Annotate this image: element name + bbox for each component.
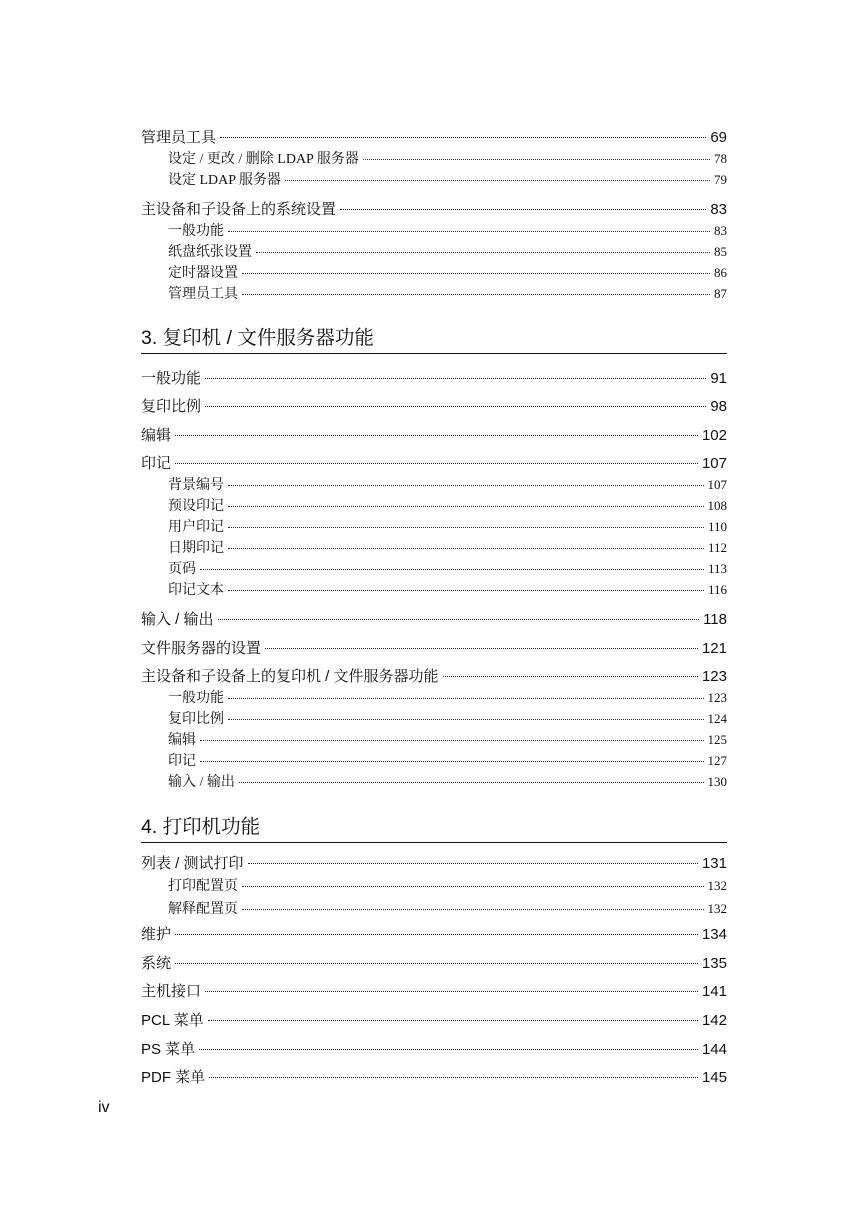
toc-subentry[interactable]	[141, 729, 727, 750]
toc-subentry[interactable]	[141, 220, 727, 241]
toc-entry-page: 91	[710, 370, 727, 387]
toc-section	[141, 396, 727, 417]
toc-entry[interactable]	[141, 638, 727, 659]
toc-entry-page: 102	[701, 427, 727, 444]
toc-subentry-page: 83	[714, 223, 727, 238]
toc-entry-page: 123	[701, 668, 727, 685]
toc-subentry[interactable]	[141, 241, 727, 262]
chapter-heading[interactable]: 4. 打印机功能	[141, 812, 727, 843]
toc-entry-title: 输入 / 输出	[141, 611, 214, 628]
toc-leader-dots	[200, 740, 704, 741]
toc-entry[interactable]	[141, 453, 727, 474]
toc-subentry-title: 背景编号	[168, 478, 224, 493]
toc-leader-dots	[220, 137, 706, 138]
toc-subentry-title: 预设印记	[168, 499, 224, 514]
toc-entry-title: 文件服务器的设置	[141, 640, 262, 657]
toc-subentry-title: 印记文本	[168, 583, 224, 598]
toc-subentry-title: 一般功能	[168, 691, 224, 706]
toc-subentry[interactable]	[141, 897, 727, 920]
toc-leader-dots	[228, 527, 704, 528]
toc-section	[141, 127, 727, 190]
toc-section	[141, 1067, 727, 1088]
toc-entry[interactable]	[141, 396, 727, 417]
toc-leader-dots	[175, 463, 698, 464]
toc-subentry-title: 页码	[168, 562, 196, 577]
toc-entry[interactable]	[141, 425, 727, 446]
toc-leader-dots	[205, 406, 706, 407]
toc-entry[interactable]	[141, 199, 727, 220]
toc-entry-title: 复印比例	[141, 398, 202, 415]
toc-subentry-page: 127	[707, 753, 727, 768]
toc-subentry-page: 79	[714, 172, 727, 187]
toc-subentry-title: 复印比例	[168, 712, 224, 727]
toc-section	[141, 1010, 727, 1031]
toc-subentry[interactable]	[141, 283, 727, 304]
toc-leader-dots	[200, 569, 704, 570]
toc-subentry[interactable]	[141, 495, 727, 516]
toc-leader-dots	[239, 782, 704, 783]
toc-entry-title: 管理员工具	[141, 129, 217, 146]
toc-subentry-page: 132	[707, 878, 727, 893]
toc-leader-dots	[175, 963, 698, 964]
toc-leader-dots	[200, 761, 704, 762]
toc-leader-dots	[340, 209, 706, 210]
toc-section	[141, 981, 727, 1002]
toc-leader-dots	[175, 934, 698, 935]
toc-section	[141, 638, 727, 659]
toc-leader-dots	[228, 548, 704, 549]
toc-section	[141, 425, 727, 446]
toc-entry[interactable]	[141, 1039, 727, 1060]
toc-leader-dots	[209, 1077, 698, 1078]
toc-entry[interactable]	[141, 368, 727, 389]
toc-entry-page: 134	[701, 926, 727, 943]
toc-leader-dots	[205, 991, 698, 992]
toc-entry-title: PS 菜单	[141, 1041, 196, 1058]
toc-subentry-title: 定时器设置	[168, 266, 238, 281]
toc-entry-title: PDF 菜单	[141, 1069, 206, 1086]
toc-leader-dots	[228, 590, 704, 591]
toc-entry-page: 141	[701, 983, 727, 1000]
toc-subentry-title: 设定 / 更改 / 删除 LDAP 服务器	[168, 152, 359, 167]
toc-entry-page: 107	[701, 455, 727, 472]
toc-subentry-title: 编辑	[168, 733, 196, 748]
toc-entry-page: 144	[701, 1041, 727, 1058]
toc-subentry-title: 管理员工具	[168, 287, 238, 302]
toc-leader-dots	[285, 180, 710, 181]
toc-entry[interactable]	[141, 666, 727, 687]
toc-subentry-title: 输入 / 输出	[168, 775, 235, 790]
toc-subentry[interactable]	[141, 708, 727, 729]
toc-leader-dots	[248, 863, 698, 864]
toc-subentry[interactable]	[141, 771, 727, 792]
toc-entry-page: 131	[701, 855, 727, 872]
toc-section	[141, 853, 727, 920]
toc-leader-dots	[256, 252, 710, 253]
toc-entry[interactable]	[141, 127, 727, 148]
toc-subentry[interactable]	[141, 579, 727, 600]
footer-page-number: iv	[98, 1099, 110, 1116]
toc-subentry-title: 日期印记	[168, 541, 224, 556]
toc-subentry-page: 125	[707, 732, 727, 747]
toc-subentry-page: 130	[707, 774, 727, 789]
toc-subentry[interactable]	[141, 750, 727, 771]
toc-subentry[interactable]	[141, 537, 727, 558]
toc-leader-dots	[199, 1049, 698, 1050]
toc-subentry[interactable]	[141, 148, 727, 169]
toc-leader-dots	[228, 698, 704, 699]
toc-subentry-page: 132	[707, 901, 727, 916]
toc-section	[141, 199, 727, 304]
toc-entry-page: 121	[701, 640, 727, 657]
toc-entry[interactable]	[141, 981, 727, 1002]
toc-subentry[interactable]	[141, 169, 727, 190]
toc-subentry[interactable]	[141, 262, 727, 283]
toc-entry[interactable]	[141, 609, 727, 630]
toc-section	[141, 368, 727, 389]
toc-entry[interactable]	[141, 1067, 727, 1088]
toc-subentry-title: 设定 LDAP 服务器	[168, 173, 282, 188]
toc-entry-title: PCL 菜单	[141, 1012, 204, 1029]
toc-subentry-page: 116	[707, 582, 727, 597]
toc-leader-dots	[242, 294, 710, 295]
toc-entry-title: 维护	[141, 926, 172, 943]
toc-entry-page: 142	[701, 1012, 727, 1029]
toc-subentry-page: 87	[714, 286, 727, 301]
toc-leader-dots	[228, 485, 704, 486]
toc-subentry-page: 110	[707, 519, 727, 534]
toc-entry[interactable]	[141, 953, 727, 974]
toc-leader-dots	[242, 886, 704, 887]
toc-subentry[interactable]	[141, 474, 727, 495]
toc-entry-title: 编辑	[141, 427, 172, 444]
toc-leader-dots	[205, 378, 706, 379]
toc-leader-dots	[265, 648, 698, 649]
toc-subentry-page: 113	[707, 561, 727, 576]
toc-subentry-page: 78	[714, 151, 727, 166]
toc-subentry-page: 108	[707, 498, 727, 513]
toc-entry-title: 列表 / 测试打印	[141, 855, 244, 872]
toc-entry-page: 135	[701, 955, 727, 972]
toc-section	[141, 453, 727, 600]
toc-leader-dots	[208, 1020, 698, 1021]
toc-subentry-page: 86	[714, 265, 727, 280]
toc-entry[interactable]	[141, 853, 727, 874]
toc-entry-page: 83	[710, 201, 727, 218]
toc-entry[interactable]	[141, 1010, 727, 1031]
toc-subentry-page: 124	[707, 711, 727, 726]
toc-entry-title: 印记	[141, 455, 172, 472]
toc-leader-dots	[228, 719, 704, 720]
toc-entry-page: 98	[710, 398, 727, 415]
toc-entry-title: 主设备和子设备上的复印机 / 文件服务器功能	[141, 668, 439, 685]
toc-subentry-title: 用户印记	[168, 520, 224, 535]
toc-leader-dots	[218, 619, 700, 620]
toc-entry[interactable]	[141, 924, 727, 945]
toc-section	[141, 666, 727, 792]
toc-entry-page: 69	[710, 129, 727, 146]
toc-entry-page: 118	[703, 611, 727, 628]
toc-subentry[interactable]	[141, 558, 727, 579]
toc-leader-dots	[443, 676, 698, 677]
toc-subentry-page: 112	[707, 540, 727, 555]
toc-entry-title: 主机接口	[141, 983, 202, 1000]
toc-entry-title: 主设备和子设备上的系统设置	[141, 201, 337, 218]
toc-leader-dots	[228, 231, 710, 232]
toc-subentry-page: 85	[714, 244, 727, 259]
toc-subentry-title: 一般功能	[168, 224, 224, 239]
toc-subentry[interactable]	[141, 874, 727, 897]
toc-subentry-title: 打印配置页	[168, 879, 238, 894]
toc-subentry-page: 107	[707, 477, 727, 492]
toc-leader-dots	[242, 909, 704, 910]
toc-leader-dots	[363, 159, 710, 160]
toc-leader-dots	[228, 506, 704, 507]
toc-entry-title: 一般功能	[141, 370, 202, 387]
toc-leader-dots	[175, 435, 698, 436]
toc-entry-page: 145	[701, 1069, 727, 1086]
toc-leader-dots	[242, 273, 710, 274]
chapter-heading[interactable]: 3. 复印机 / 文件服务器功能	[141, 323, 727, 354]
toc-section	[141, 609, 727, 630]
toc-section	[141, 924, 727, 945]
toc-subentry-title: 纸盘纸张设置	[168, 245, 252, 260]
toc-subentry[interactable]	[141, 687, 727, 708]
toc-subentry[interactable]	[141, 516, 727, 537]
toc-entry-title: 系统	[141, 955, 172, 972]
toc-subentry-title: 解释配置页	[168, 902, 238, 917]
toc-section	[141, 953, 727, 974]
toc-subentry-page: 123	[707, 690, 727, 705]
toc-subentry-title: 印记	[168, 754, 196, 769]
toc-section	[141, 1039, 727, 1060]
